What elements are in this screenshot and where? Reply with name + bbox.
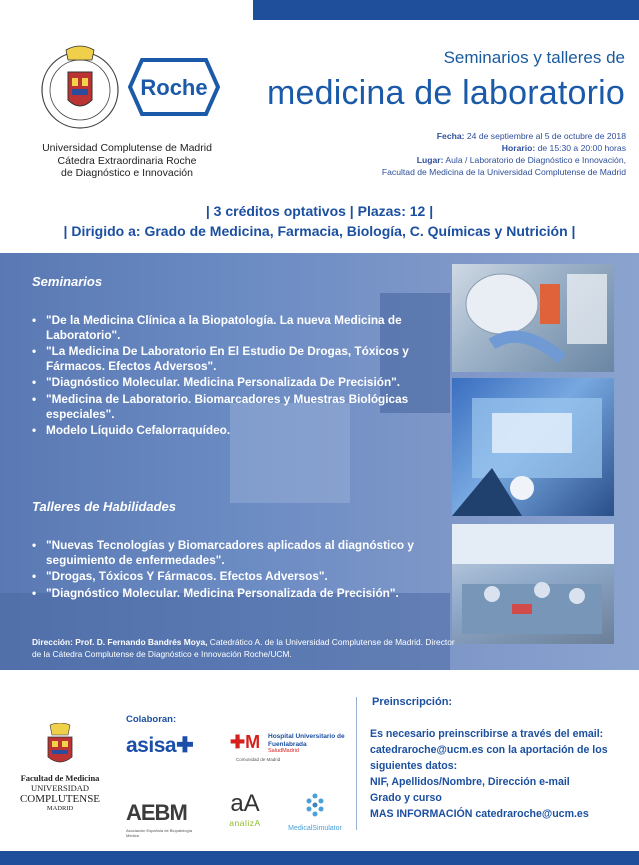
seminarios-title: Seminarios	[32, 274, 103, 289]
roche-logo-icon	[128, 58, 220, 116]
section-divider	[356, 697, 357, 830]
preinscripcion-title: Preinscripción:	[372, 696, 453, 708]
bottom-accent-bar	[0, 851, 639, 865]
medsim-dots-icon	[302, 792, 328, 818]
list-item: • "Drogas, Tóxicos Y Fármacos. Efectos Adversos".	[32, 569, 422, 584]
list-item: • "De la Medicina Clínica a la Biopatología. La nueva Medicina de Laboratorio".	[32, 313, 422, 342]
list-item: • "Diagnóstico Molecular. Medicina Personalizada De Precisión".	[32, 375, 422, 390]
fuenlabrada-logo: ✚M Hospital Universitario de Fuenlabrada SaludMadrid Comunidad de Madrid	[230, 732, 345, 762]
list-item: • Modelo Líquido Cefalorraquídeo.	[32, 423, 422, 438]
top-accent-bar	[253, 0, 639, 20]
ucm-seal-icon	[38, 42, 122, 132]
list-item: • "Nuevas Tecnologías y Biomarcadores aplicados al diagnóstico y seguimiento de enfermedades".	[32, 538, 422, 567]
colaboran-label: Colaboran:	[126, 714, 177, 725]
credits-line: | 3 créditos optativos | Plazas: 12 |	[205, 203, 434, 219]
talleres-title: Talleres de Habilidades	[32, 499, 177, 514]
facultad-logo: Facultad de Medicina UNIVERSIDAD COMPLUTENSE MADRID	[19, 773, 101, 812]
lab-photo-2	[452, 378, 614, 516]
title-subheading: Seminarios y talleres de	[443, 48, 625, 67]
medical-simulator-logo: MedicalSimulator	[280, 792, 350, 832]
preinscripcion-body: Es necesario preinscribirse a través del email: catedraroche@ucm.es con la aportación de los siguientes datos: NIF, Apellidos/Nombre, Dirección e-mail Grado y curso MAS INFORMACIÓN catedraroche@ucm.es	[370, 728, 608, 820]
seminarios-list	[32, 313, 422, 440]
page-title: medicina de laboratorio	[266, 74, 625, 112]
aebm-logo: AEBM Asociación Española de Biopatología Médica	[126, 800, 193, 838]
lab-photo-1	[452, 264, 614, 372]
talleres-list	[32, 538, 422, 602]
facultad-seal-icon	[40, 723, 80, 769]
event-info: Fecha: 24 de septiembre al 5 de octubre de 2018 Horario: de 15:30 a 20:00 horas Lugar: Aula / Laboratorio de Diagnóstico e Innovación, Facultad de Medicina de la Universidad Complutense de Madrid	[381, 131, 626, 177]
svg-text:Roche: Roche	[140, 75, 208, 100]
audience-line: | Dirigido a: Grado de Medicina, Farmacia, Biología, C. Químicas y Nutrición |	[63, 223, 576, 239]
lab-photo-3	[452, 524, 614, 644]
list-item: • "Diagnóstico Molecular. Medicina Personalizada de Precisión".	[32, 586, 422, 601]
director-info: Dirección: Prof. D. Fernando Bandrés Moya, Catedrático A. de la Universidad Complutense de Madrid. Director de la Cátedra Complutense de Diagnóstico e Innovación Roche/UCM.	[32, 637, 455, 659]
asisa-logo: asisa✚	[126, 734, 194, 757]
analiza-logo: aA analizA	[229, 790, 261, 828]
university-name: Universidad Complutense de Madrid Cátedra Extraordinaria Roche de Diagnóstico e Innovación	[42, 142, 212, 179]
list-item: • "Medicina de Laboratorio. Biomarcadores y Muestras Biológicas especiales".	[32, 392, 422, 421]
list-item: • "La Medicina De Laboratorio En El Estudio De Drogas, Tóxicos y Fármacos. Efectos Adversos".	[32, 344, 422, 373]
